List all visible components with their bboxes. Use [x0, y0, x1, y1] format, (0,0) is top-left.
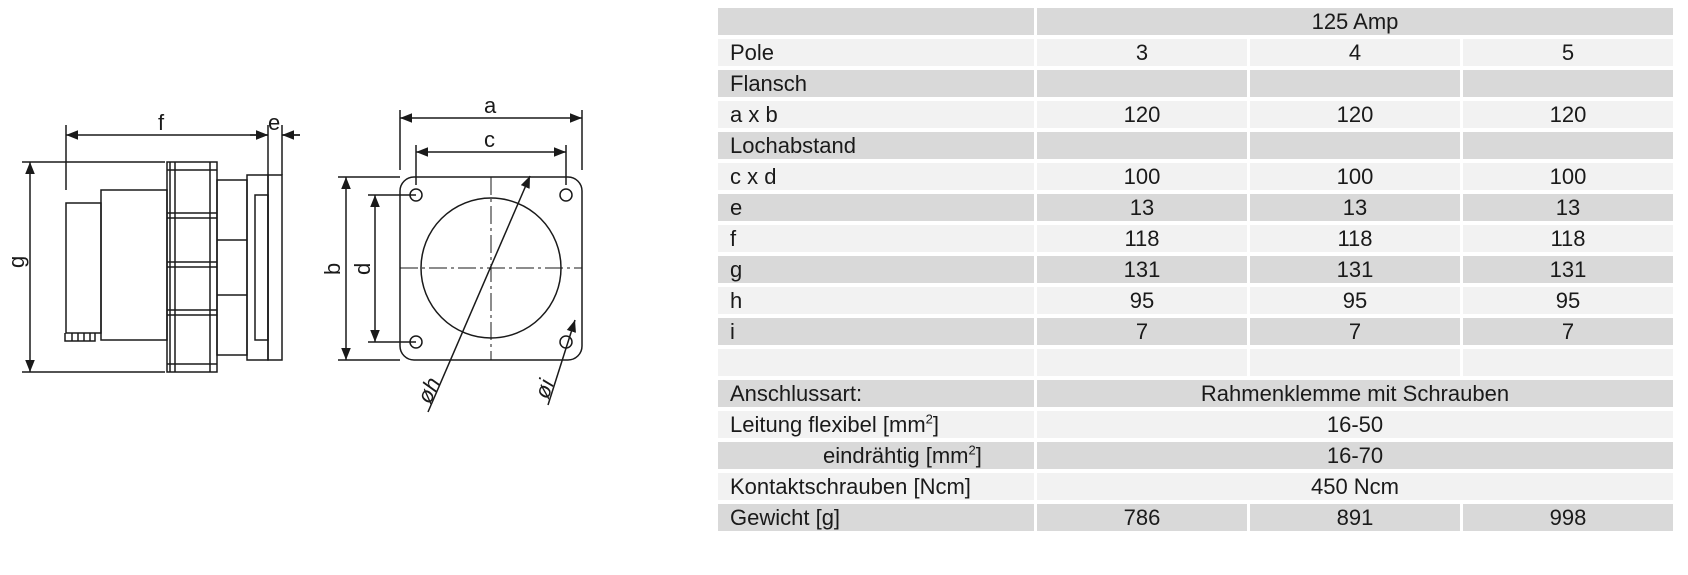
e-row	[718, 194, 1673, 221]
pole-row	[718, 39, 1673, 66]
anschluss-row	[718, 380, 1673, 407]
dim-b-label: b	[320, 262, 345, 275]
cell: 120	[1250, 101, 1460, 128]
cell: 16-70	[1037, 442, 1673, 469]
cell: 7	[1250, 318, 1460, 345]
cell: 13	[1037, 194, 1247, 221]
cell: 13	[1250, 194, 1460, 221]
row-label: Flansch	[718, 70, 1034, 97]
cell: 786	[1037, 504, 1247, 531]
dim-d-label: d	[350, 262, 375, 275]
amp-header: 125 Amp	[1037, 8, 1673, 35]
cxd-row	[718, 163, 1673, 190]
row-label: Kontaktschrauben [Ncm]	[718, 473, 1034, 500]
spec-table	[715, 4, 1676, 535]
cell: Rahmenklemme mit Schrauben	[1037, 380, 1673, 407]
row-label: g	[718, 256, 1034, 283]
technical-drawing	[0, 0, 620, 575]
row-label: Gewicht [g]	[718, 504, 1034, 531]
dim-i-label: øi	[529, 375, 559, 402]
g-row	[718, 256, 1673, 283]
cell: 100	[1037, 163, 1247, 190]
cell: 120	[1037, 101, 1247, 128]
dim-h-label: øh	[411, 373, 446, 408]
cell: 16-50	[1037, 411, 1673, 438]
front-view	[338, 110, 582, 412]
row-label: c x d	[718, 163, 1034, 190]
gewicht-row	[718, 504, 1673, 531]
cell: 131	[1037, 256, 1247, 283]
i-row	[718, 318, 1673, 345]
axb-row	[718, 101, 1673, 128]
f-row	[718, 225, 1673, 252]
row-label: i	[718, 318, 1034, 345]
row-label: h	[718, 287, 1034, 314]
cell: 95	[1250, 287, 1460, 314]
row-label: e	[718, 194, 1034, 221]
cell: 118	[1250, 225, 1460, 252]
cell: 100	[1250, 163, 1460, 190]
cell: 100	[1463, 163, 1673, 190]
cell: 4	[1250, 39, 1460, 66]
flansch-row	[718, 70, 1673, 97]
cell: 5	[1463, 39, 1673, 66]
row-label: Anschlussart:	[718, 380, 1034, 407]
row-label: a x b	[718, 101, 1034, 128]
row-label: Lochabstand	[718, 132, 1034, 159]
row-label: f	[718, 225, 1034, 252]
lochabstand-row	[718, 132, 1673, 159]
dim-c-label: c	[484, 127, 495, 152]
cell: 891	[1250, 504, 1460, 531]
cell: 95	[1463, 287, 1673, 314]
cell: 118	[1037, 225, 1247, 252]
spacer-row	[718, 349, 1673, 376]
row-label: eindrähtig $[mm^2]$	[718, 442, 1034, 469]
cell: 131	[1463, 256, 1673, 283]
cell: 450 Ncm	[1037, 473, 1673, 500]
cell: 131	[1250, 256, 1460, 283]
cell: 7	[1037, 318, 1247, 345]
cell: 7	[1463, 318, 1673, 345]
header-row	[718, 8, 1673, 35]
h-row	[718, 287, 1673, 314]
dim-f-label: f	[158, 110, 165, 135]
cell: 3	[1037, 39, 1247, 66]
cell: 13	[1463, 194, 1673, 221]
cell: 95	[1037, 287, 1247, 314]
cell: 998	[1463, 504, 1673, 531]
row-label: Leitung flexibel $[mm^2]$	[718, 411, 1034, 438]
eindraehtig-row	[718, 442, 1673, 469]
kontakt-row	[718, 473, 1673, 500]
side-view	[22, 125, 300, 372]
dim-g-label: g	[4, 255, 29, 268]
dim-a-label: a	[484, 93, 497, 118]
dim-e-label: e	[268, 110, 281, 135]
row-label: Pole	[718, 39, 1034, 66]
cell: 120	[1463, 101, 1673, 128]
flexibel-row	[718, 411, 1673, 438]
cell: 118	[1463, 225, 1673, 252]
